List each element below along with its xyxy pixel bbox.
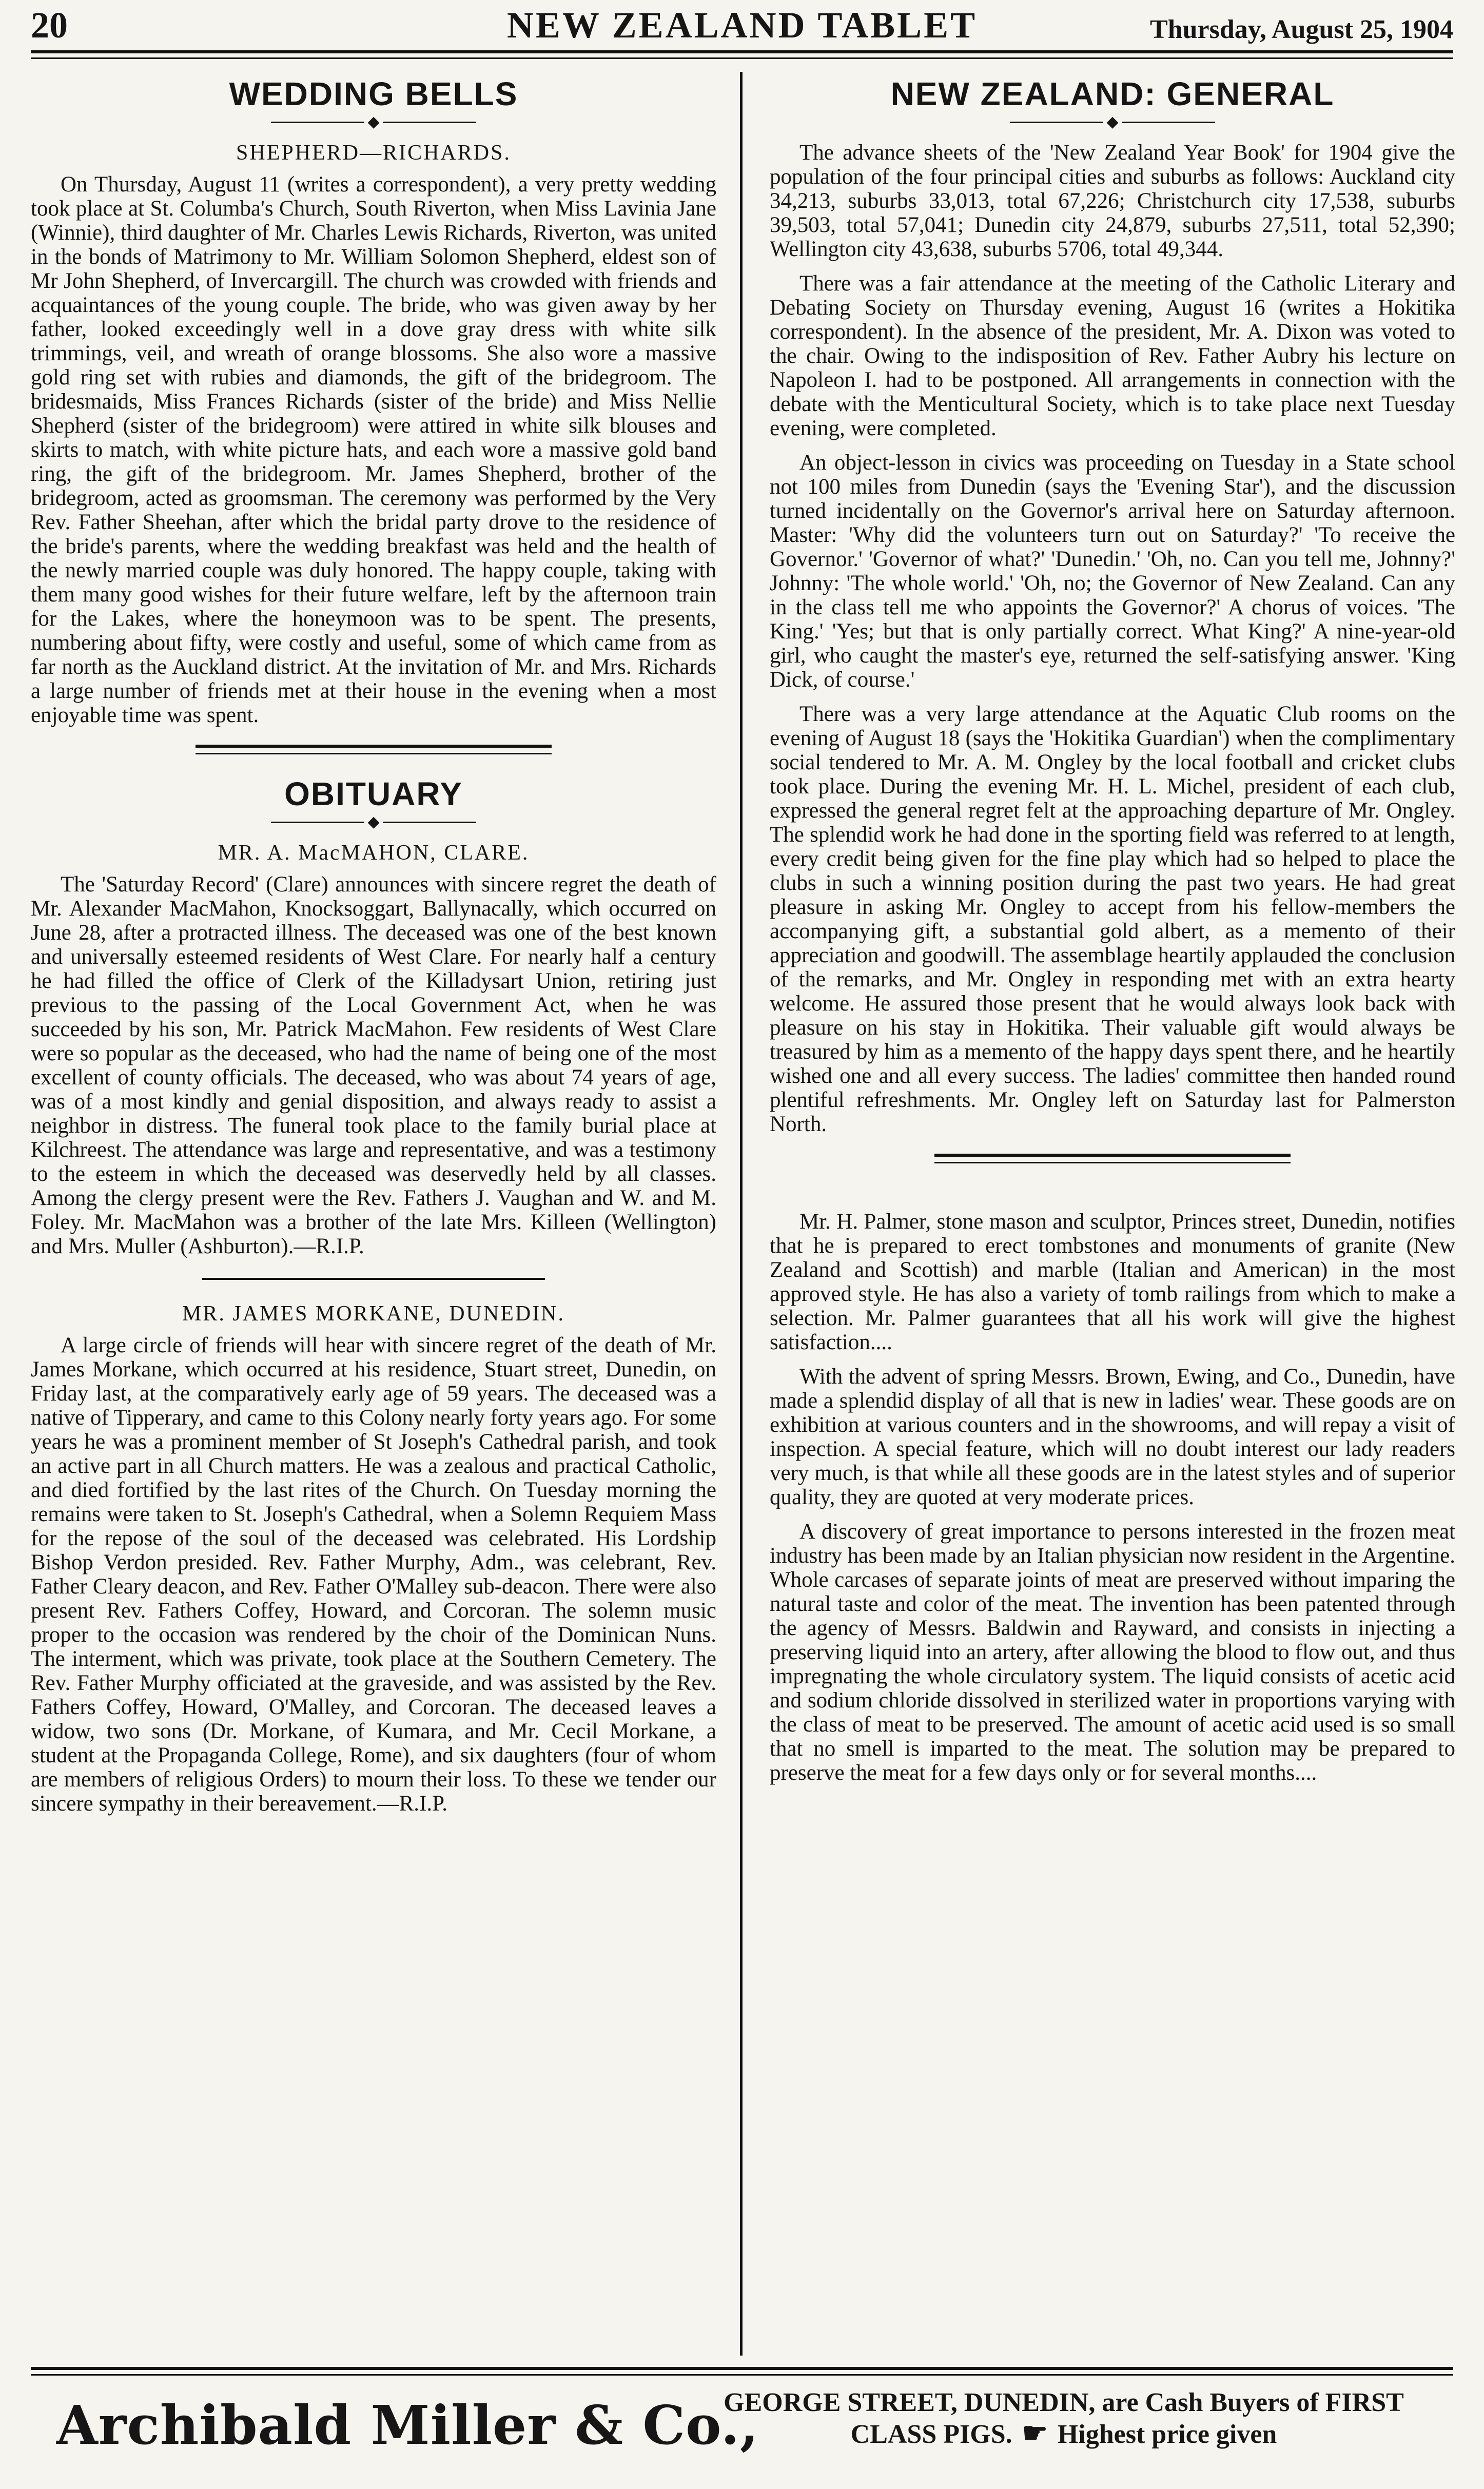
issue-date: Thursday, August 25, 1904 bbox=[1150, 15, 1453, 44]
notice-paragraph: With the advent of spring Messrs. Brown, Ewing, and Co., Dunedin, have made a splendid display of all that is new in ladies' wear. These goods are on exhibition at various counters and in the showrooms, and will repay a visit of inspection. A special feature, which will no doubt interest our lady readers very much, is that while all these goods are in the latest styles and of superior quality, they are quoted at very moderate prices. bbox=[770, 1365, 1455, 1509]
advertisement-text bbox=[681, 2387, 1446, 2450]
masthead-title: NEW ZEALAND TABLET bbox=[506, 5, 978, 46]
pointing-hand-icon: ☛ bbox=[1022, 2418, 1048, 2449]
title-ornament bbox=[770, 113, 1455, 130]
general-paragraph: The advance sheets of the 'New Zealand Year Book' for 1904 give the population of the four principal cities and suburbs as follows: Auckland city 34,213, suburbs 33,013, total 67,226; Christchurch city 17,538, suburbs 39,503, total 57,041; Dunedin city 24,879, suburbs 27,511, total 52,390; Wellington city 43,638, suburbs 5706, total 49,344. bbox=[770, 141, 1455, 261]
nz-general-title: NEW ZEALAND: GENERAL bbox=[890, 75, 1335, 112]
obituary-paragraph-macmahon: The 'Saturday Record' (Clare) announces with sincere regret the death of Mr. Alexander MacMahon, Knocksoggart, Ballynacally, which occurred on June 28, after a protracted illness. The deceased was one of the best known and universally esteemed residents of West Clare. For nearly half a century he had filled the office of Clerk of the Killadysart Union, retiring just previous to the passing of the Local Government Act, when he was succeeded by his son, Mr. Patrick MacMahon. Few residents of West Clare were so popular as the deceased, who had the name of being one of the most excellent of county officials. The deceased, who was about 74 years of age, was of a most kindly and genial disposition, and always ready to assist a neighbor in distress. The funeral took place to the family burial place at Kilchreest. The attendance was large and representative, and was a testimony to the esteem in which the deceased was deservedly held by all classes. Among the clergy present were the Rev. Fathers J. Vaughan and W. and M. Foley. Mr. MacMahon was a brother of the late Mrs. Killeen (Wellington) and Mrs. Muller (Ashburton).—R.I.P. bbox=[31, 872, 716, 1258]
title-ornament bbox=[31, 813, 716, 830]
header-rule bbox=[31, 50, 1453, 59]
obituary-paragraph-morkane: A large circle of friends will hear with sincere regret of the death of Mr. James Morkane, which occurred at his residence, Stuart street, Dunedin, on Friday last, at the comparatively early age of 59 years. The deceased was a native of Tipperary, and came to this Colony nearly forty years ago. For some years he was a prominent member of St Joseph's Cathedral parish, and took an active part in all Church matters. He was a zealous and practical Catholic, and died fortified by the last rites of the Church. On Tuesday morning the remains were taken to St. Joseph's Cathedral, when a Solemn Requiem Mass for the repose of the soul of the deceased was celebrated. His Lordship Bishop Verdon presided. Rev. Father Murphy, Adm., was celebrant, Rev. Father Cleary deacon, and Rev. Father O'Malley sub-deacon. There were also present Rev. Fathers Coffey, Howard, and Corcoran. The solemn music proper to the occasion was rendered by the choir of the Dominican Nuns. The interment, which was private, took place at the Southern Cemetery. The Rev. Father Murphy officiated at the graveside, and was assisted by the Rev. Fathers Coffey, Howard, O'Malley, and Corcoran. The deceased leaves a widow, two sons (Dr. Morkane, of Kumara, and Mr. Cecil Morkane, a student at the Propaganda College, Rome), and six daughters (four of whom are members of religious Orders) to mourn their loss. To these we tender our sincere sympathy in their bereavement.—R.I.P. bbox=[31, 1333, 716, 1816]
diamond-icon: ◆ bbox=[1103, 113, 1121, 130]
general-paragraph: There was a fair attendance at the meeting of the Catholic Literary and Debating Society on Thursday evening, August 16 (writes a Hokitika correspondent). In the absence of the president, Mr. A. Dixon was voted to the chair. Owing to the indisposition of Rev. Father Aubry his lecture on Napoleon I. had to be postponed. All arrangements in connection with the debate with the Menticultural Society, which is to take place next Tuesday evening, were completed. bbox=[770, 271, 1455, 440]
notice-paragraph: A discovery of great importance to persons interested in the frozen meat industry has been made by an Italian physician now resident in the Argentine. Whole carcases of separate joints of meat are preserved without imparing the natural taste and color of the meat. The invention has been patented through the agency of Messrs. Baldwin and Rayward, and consists in injecting a preserving liquid into an artery, after allowing the blood to flow out, and thus impregnating the whole circulatory system. The liquid consists of acetic acid and sodium chloride dissolved in sterilized water in proportions varying with the class of meat to be preserved. The amount of acetic acid used is so small that no smell is imparted to the meat. The solution may be prepared to preserve the meat for a few days only or for several months.... bbox=[770, 1520, 1455, 1785]
spacer bbox=[770, 1184, 1455, 1210]
page-header bbox=[31, 0, 1453, 61]
wedding-subhead: SHEPHERD—RICHARDS. bbox=[236, 141, 511, 165]
page-number: 20 bbox=[31, 5, 68, 46]
ad-line-2 bbox=[681, 2418, 1446, 2450]
general-paragraph: An object-lesson in civics was proceeding on Tuesday in a State school not 100 miles from Dunedin (says the 'Evening Star'), and the discussion turned incidentally on the Governor's arrival here on Saturday afternoon. Master: 'Why did the volunteers turn out on Saturday?' 'To receive the Governor.' 'Governor of what?' 'Dunedin.' 'Oh, no. Can you tell me, Johnny?' Johnny: 'The whole world.' 'Oh, no; the Governor of New Zealand. Can any in the class tell me who appoints the Governor?' A chorus of voices. 'The King.' 'Yes; but that is only partially correct. What King?' A nine-year-old girl, who caught the master's eye, returned the self-satisfying answer. 'King Dick, of course.' bbox=[770, 451, 1455, 692]
section-separator bbox=[934, 1154, 1291, 1163]
advertiser-name: Archibald Miller & Co., bbox=[56, 2394, 759, 2457]
ad-line-2-end: Highest price given bbox=[1057, 2420, 1277, 2449]
footer-advertisement bbox=[31, 2367, 1453, 2480]
ad-line-2-start: CLASS PIGS. bbox=[850, 2420, 1012, 2449]
diamond-icon: ◆ bbox=[364, 813, 382, 830]
general-paragraph: There was a very large attendance at the Aquatic Club rooms on the evening of August 18 (says the 'Hokitika Guardian') when the complimentary social tendered to Mr. A. M. Ongley by the local football and cricket clubs took place. During the evening Mr. H. L. Michel, president of each club, expressed the general regret felt at the approaching departure of Mr. Ongley. The splendid work he had done in the sporting field was referred to at length, every credit being given for the fine play which had so helped to place the clubs in such a winning position during the past two years. He had great pleasure in asking Mr. Ongley to accept from his fellow-members the accompanying gift, a substantial gold albert, as a memento of their appreciation and goodwill. The assemblage heartily applauded the conclusion of the remarks, and Mr. Ongley in responding met with an extra hearty welcome. He assured those present that he would always look back with pleasure on his stay in Hokitika. Their valuable gift would always be treasured by him as a memento of the happy days spent there, and he heartily wished one and all every success. The ladies' committee then handed round plentiful refreshments. Mr. Ongley left on Saturday last for Palmerston North. bbox=[770, 702, 1455, 1136]
notice-paragraph: Mr. H. Palmer, stone mason and sculptor, Princes street, Dunedin, notifies that he is prepared to erect tombstones and monuments of granite (New Zealand and Scottish) and marble (Italian and American) in the most approved style. He has also a variety of tomb railings from which to make a selection. Mr. Palmer guarantees that all his work will give the highest satisfaction.... bbox=[770, 1210, 1455, 1354]
right-column bbox=[770, 68, 1455, 2362]
column-divider bbox=[740, 72, 743, 2356]
obituary-title: OBITUARY bbox=[284, 775, 463, 812]
obituary-subhead-macmahon: MR. A. MacMAHON, CLARE. bbox=[218, 841, 530, 865]
section-separator bbox=[196, 745, 552, 754]
wedding-paragraph: On Thursday, August 11 (writes a correspondent), a very pretty wedding took place at St. Columba's Church, South Riverton, when Miss Lavinia Jane (Winnie), third daughter of Mr. Charles Lewis Richards, Riverton, was united in the bonds of Matrimony to Mr. William Solomon Shepherd, eldest son of Mr John Shepherd, of Invercargill. The church was crowded with friends and acquaintances of the young couple. The bride, who was given away by her father, looked exceedingly well in a dove gray dress with white silk trimmings, veil, and wreath of orange blossoms. She also wore a massive gold ring set with rubies and diamonds, the gift of the bridegroom. The bridesmaids, Miss Frances Richards (sister of the bride) and Miss Nellie Shepherd (sister of the bridegroom) were attired in white silk blouses and skirts to match, with white picture hats, and each wore a massive gold band ring, the gift of the bridegroom. Mr. James Shepherd, brother of the bridegroom, acted as groomsman. The ceremony was performed by the Very Rev. Father Sheehan, after which the bridal party drove to the residence of the bride's parents, where the wedding breakfast was held and the health of the newly married couple was duly honored. The happy couple, taking with them many good wishes for their future welfare, left by the afternoon train for the Lakes, where the honeymoon was to be spent. The presents, numbering about fifty, were costly and useful, some of which came from as far north as the Auckland district. At the invitation of Mr. and Mrs. Richards a large number of friends met at their house in the evening when a most enjoyable time was spent. bbox=[31, 172, 716, 727]
diamond-icon: ◆ bbox=[364, 113, 382, 130]
wedding-bells-title: WEDDING BELLS bbox=[229, 75, 518, 112]
title-ornament bbox=[31, 113, 716, 130]
entry-separator bbox=[202, 1278, 545, 1280]
obituary-subhead-morkane: MR. JAMES MORKANE, DUNEDIN. bbox=[182, 1302, 565, 1326]
left-column bbox=[31, 68, 716, 2362]
ad-line-1: GEORGE STREET, DUNEDIN, are Cash Buyers of FIRST bbox=[724, 2388, 1404, 2417]
footer-rule bbox=[31, 2367, 1453, 2376]
